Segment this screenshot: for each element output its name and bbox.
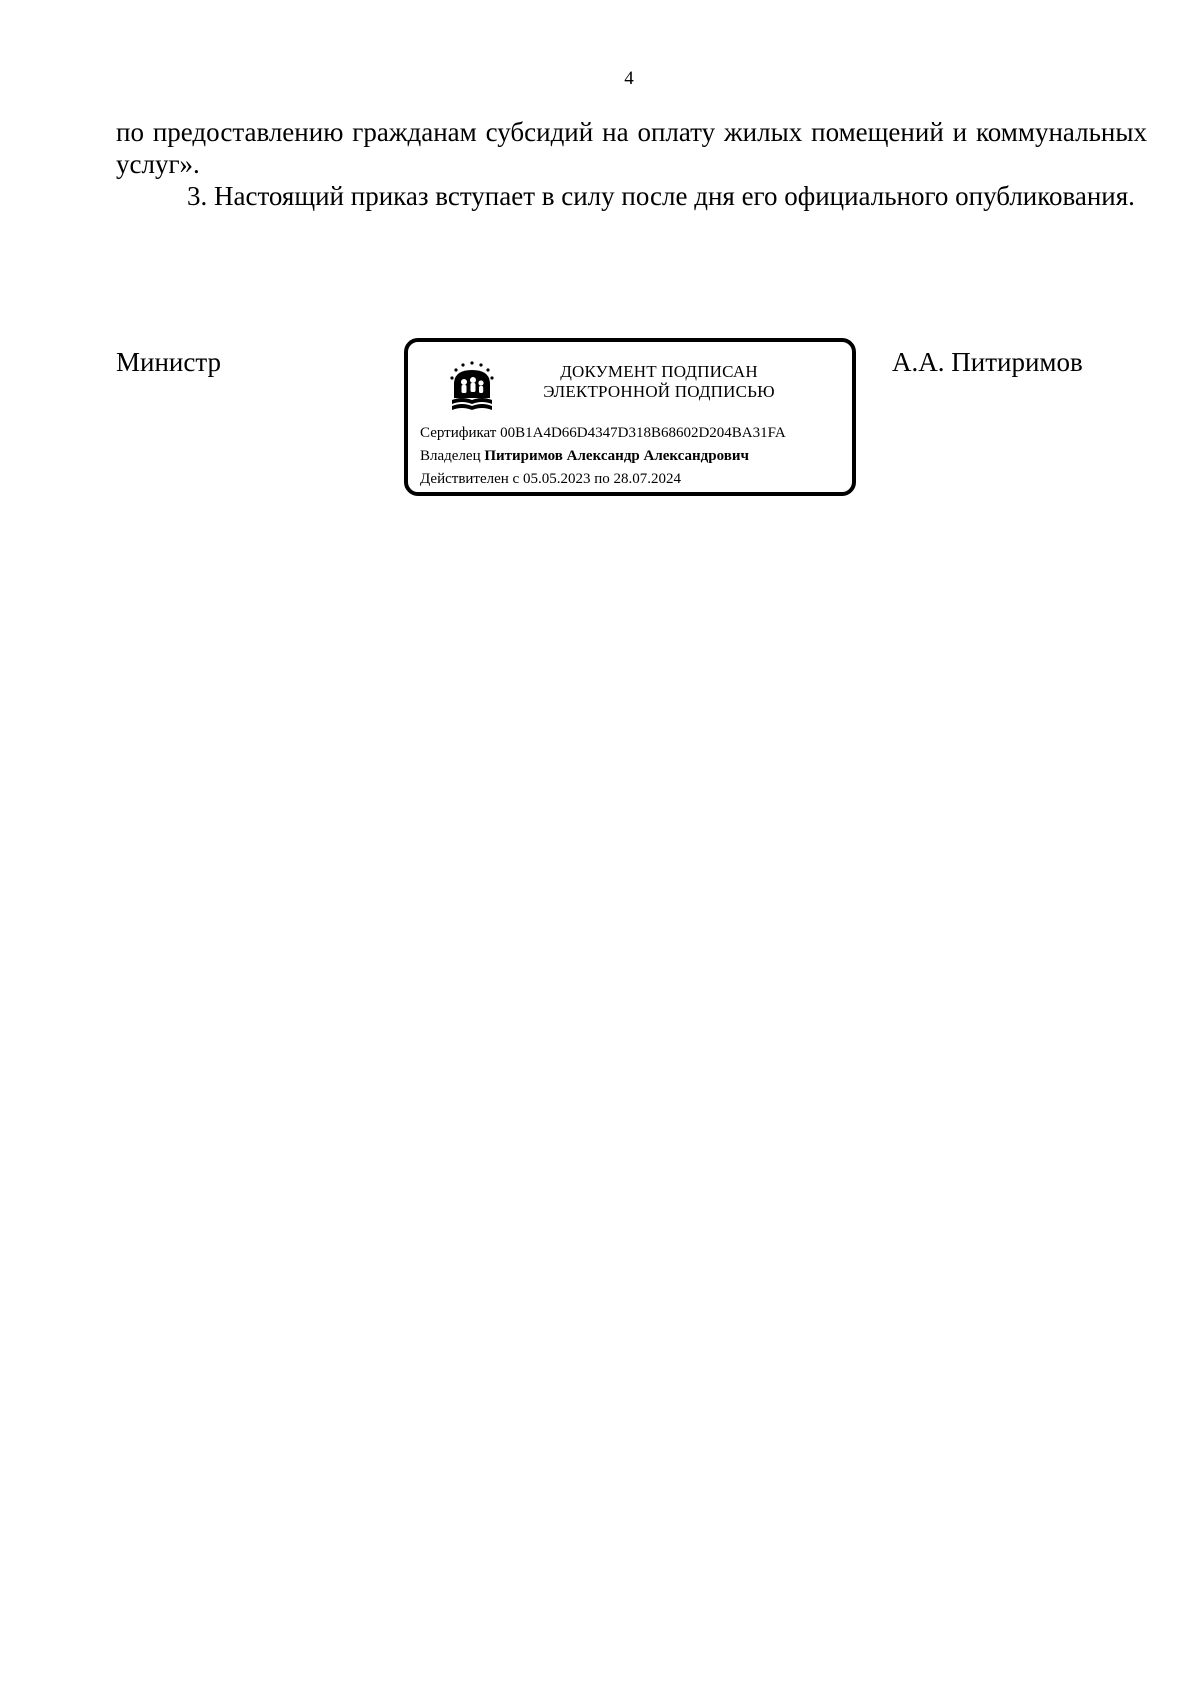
paragraph-continuation: по предоставлению гражданам субсидий на оплату жилых помещений и коммунальных услуг». (116, 117, 1147, 179)
stamp-heading-line-2: ЭЛЕКТРОННОЙ ПОДПИСЬЮ (543, 382, 775, 401)
owner-row (420, 445, 850, 468)
document-body (116, 116, 1147, 212)
paragraph-item-3: 3. Настоящий приказ вступает в силу после дня его официального опубликования. (187, 181, 1135, 211)
owner-label: Владелец (420, 448, 481, 464)
electronic-signature-stamp (404, 338, 856, 496)
certificate-row (420, 422, 850, 445)
regional-coat-of-arms-icon (444, 358, 500, 414)
signature-block (116, 338, 1147, 503)
signer-position: Министр (116, 347, 221, 377)
signer-name: А.А. Питиримов (892, 347, 1083, 377)
stamp-details (420, 422, 850, 491)
valid-from-label: Действителен с (420, 471, 520, 487)
page-number: 4 (624, 68, 634, 89)
certificate-value: 00B1A4D66D4347D318B68602D204BA31FA (500, 425, 786, 441)
certificate-label: Сертификат (420, 425, 497, 441)
owner-value: Питиримов Александр Александрович (484, 448, 749, 464)
validity-row (420, 468, 850, 491)
stamp-heading (504, 362, 814, 402)
valid-to-date: 28.07.2024 (613, 471, 681, 487)
valid-from-date: 05.05.2023 (522, 471, 591, 487)
stamp-heading-line-1: ДОКУМЕНТ ПОДПИСАН (560, 362, 758, 381)
valid-to-label: по (594, 471, 610, 487)
